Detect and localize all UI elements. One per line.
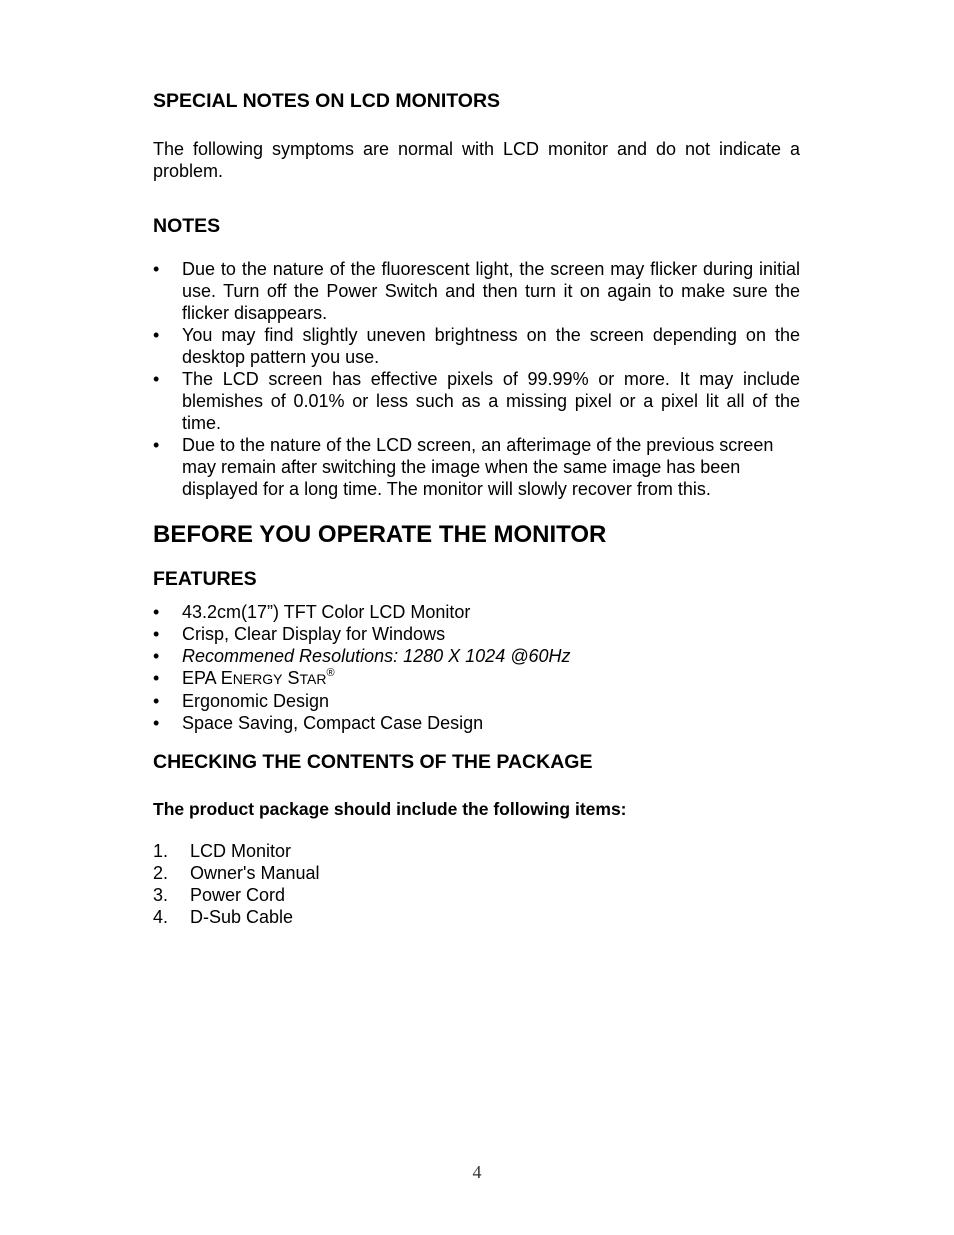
notes-heading: NOTES bbox=[153, 215, 221, 237]
list-item bbox=[153, 324, 800, 368]
list-item bbox=[153, 862, 800, 884]
note-text: You may find slightly uneven brightness on the screen depending on the desktop pattern you use. bbox=[182, 325, 800, 367]
special-notes-intro: The following symptoms are normal with LCD monitor and do not indicate a problem. bbox=[153, 139, 800, 181]
package-heading: CHECKING THE CONTENTS OF THE PACKAGE bbox=[153, 751, 593, 773]
bullet-icon: • bbox=[153, 259, 160, 279]
list-item bbox=[153, 258, 800, 324]
item-text: Owner's Manual bbox=[190, 863, 320, 883]
list-item bbox=[153, 667, 800, 690]
package-intro: The product package should include the following items: bbox=[153, 799, 627, 819]
list-item bbox=[153, 645, 800, 667]
note-text: Due to the nature of the fluorescent light, the screen may flicker during initial use. Turn off the Power Switch and then turn it on again to make sure the flicker disappears. bbox=[182, 259, 800, 323]
feature-text: Space Saving, Compact Case Design bbox=[182, 713, 484, 733]
list-item bbox=[153, 884, 800, 906]
feature-text: Crisp, Clear Display for Windows bbox=[182, 624, 446, 644]
before-operate-heading: BEFORE YOU OPERATE THE MONITOR bbox=[153, 521, 607, 548]
item-number: 4. bbox=[153, 907, 169, 927]
bullet-icon: • bbox=[153, 325, 160, 345]
item-number: 2. bbox=[153, 863, 169, 883]
list-item bbox=[153, 690, 800, 712]
special-notes-heading: SPECIAL NOTES ON LCD MONITORS bbox=[153, 90, 501, 112]
notes-list bbox=[153, 258, 800, 500]
bullet-icon: • bbox=[153, 691, 160, 711]
bullet-icon: • bbox=[153, 668, 160, 688]
note-text: Due to the nature of the LCD screen, an afterimage of the previous screen may remain after switching the image when the same image has been displayed for a long time. The monitor will slowly recover from this. bbox=[182, 435, 774, 499]
package-list bbox=[153, 840, 800, 928]
feature-text: Recommened Resolutions: 1280 X 1024 @60Hz bbox=[182, 646, 571, 666]
features-heading: FEATURES bbox=[153, 568, 257, 590]
list-item bbox=[153, 623, 800, 645]
page-number: 4 bbox=[472, 1162, 482, 1182]
registered-mark: ® bbox=[326, 667, 335, 679]
energy-star-text: EPA ENERGY STAR® bbox=[182, 667, 335, 688]
features-list bbox=[153, 601, 800, 734]
feature-text: 43.2cm(17”) TFT Color LCD Monitor bbox=[182, 602, 471, 622]
item-text: LCD Monitor bbox=[190, 841, 292, 861]
bullet-icon: • bbox=[153, 602, 160, 622]
bullet-icon: • bbox=[153, 713, 160, 733]
feature-text: Ergonomic Design bbox=[182, 691, 330, 711]
list-item bbox=[153, 840, 800, 862]
item-text: Power Cord bbox=[190, 885, 286, 905]
list-item bbox=[153, 368, 800, 434]
item-number: 3. bbox=[153, 885, 169, 905]
bullet-icon: • bbox=[153, 369, 160, 389]
bullet-icon: • bbox=[153, 624, 160, 644]
note-text: The LCD screen has effective pixels of 99.99% or more. It may include blemishes of 0.01% or less such as a missing pixel or a pixel lit all of the time. bbox=[182, 369, 800, 433]
bullet-icon: • bbox=[153, 646, 160, 666]
list-item bbox=[153, 712, 800, 734]
bullet-icon: • bbox=[153, 435, 160, 455]
list-item bbox=[153, 434, 800, 500]
list-item bbox=[153, 601, 800, 623]
list-item bbox=[153, 906, 800, 928]
item-text: D-Sub Cable bbox=[190, 907, 294, 927]
item-number: 1. bbox=[153, 841, 169, 861]
